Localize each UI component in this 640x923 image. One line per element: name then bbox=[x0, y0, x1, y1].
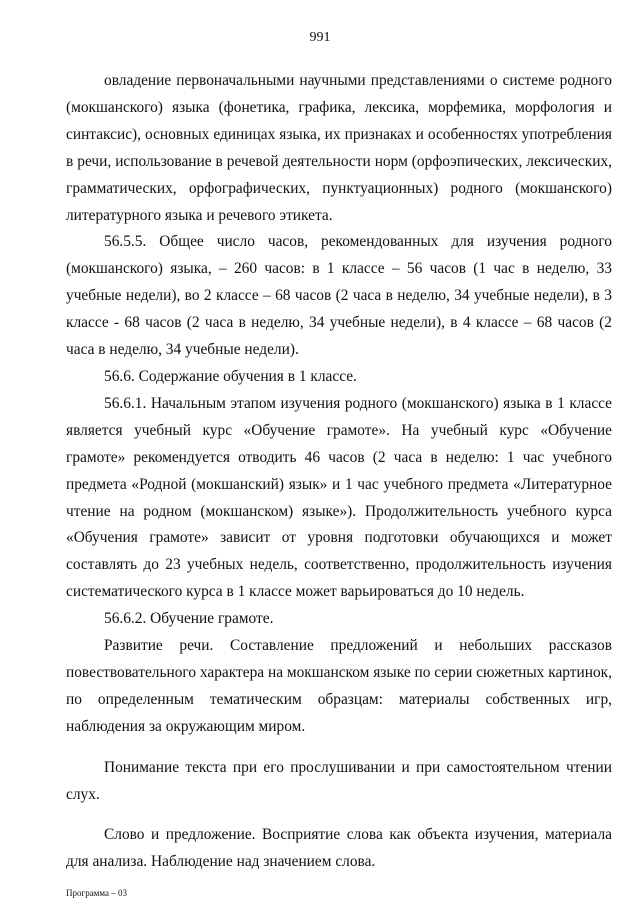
section-heading-literacy: 56.6.2. Обучение грамоте. bbox=[104, 610, 274, 628]
footer-program-label: Программа – 03 bbox=[66, 888, 128, 898]
paragraph-word-and-sentence: Слово и предложение. Восприятие слова как объекта изучения, материала для анализа. Наблюдение над значением слова. bbox=[66, 826, 612, 871]
section-heading-content-grade-1: 56.6. Содержание обучения в 1 классе. bbox=[104, 367, 357, 385]
page-number: 991 bbox=[309, 30, 331, 45]
paragraph-literacy-course: 56.6.1. Начальным этапом изучения родного (мокшанского) языка в 1 классе является учебный курс «Обучение грамоте». На учебный курс «Обучение грамоте» рекомендуется отводить 46 часов (2 часа в неделю: 1 час учебного предмета «Родной (мокшанский) язык» и 1 час учебного предмета «Литературное чтение на родном (мокшанском) языке»). Продолжительность учебного курса «Обучения грамоте» зависит от уровня подготовки обучающихся и может составлять до 23 учебных недель, соответственно, продолжительность изучения систематического курса в 1 классе может варьироваться до 10 недель. bbox=[66, 394, 612, 601]
document-body bbox=[66, 68, 612, 876]
paragraph-hours-total: 56.5.5. Общее число часов, рекомендованных для изучения родного (мокшанского) языка, – 260 часов: в 1 классе – 56 часов (1 час в неделю, 33 учебные недели), во 2 классе – 68 часов (2 часа в неделю, 34 учебные недели), в 3 классе - 68 часов (2 часа в неделю, 34 учебные недели), в 4 классе – 68 часов (2 часа в неделю, 34 учебные недели). bbox=[66, 233, 612, 359]
paragraph-text-comprehension: Понимание текста при его прослушивании и при самостоятельном чтении слух. bbox=[66, 758, 612, 803]
paragraph-native-language-mastery: овладение первоначальными научными представлениями о системе родного (мокшанского) языка (фонетика, графика, лексика, морфемика, морфология и синтаксис), основных единицах языка, их признаках и особенностях употребления в речи, использование в речевой деятельности норм (орфоэпических, лексических, грамматических, орфографических, пунктуационных) родного (мокшанского) литературного языка и речевого этикета. bbox=[66, 72, 612, 224]
paragraph-speech-development: Развитие речи. Составление предложений и небольших рассказов повествовательного характера на мокшанском языке по серии сюжетных картинок, по определенным тематическим образцам: материалы собственных игр, наблюдения за окружающим миром. bbox=[66, 637, 612, 735]
